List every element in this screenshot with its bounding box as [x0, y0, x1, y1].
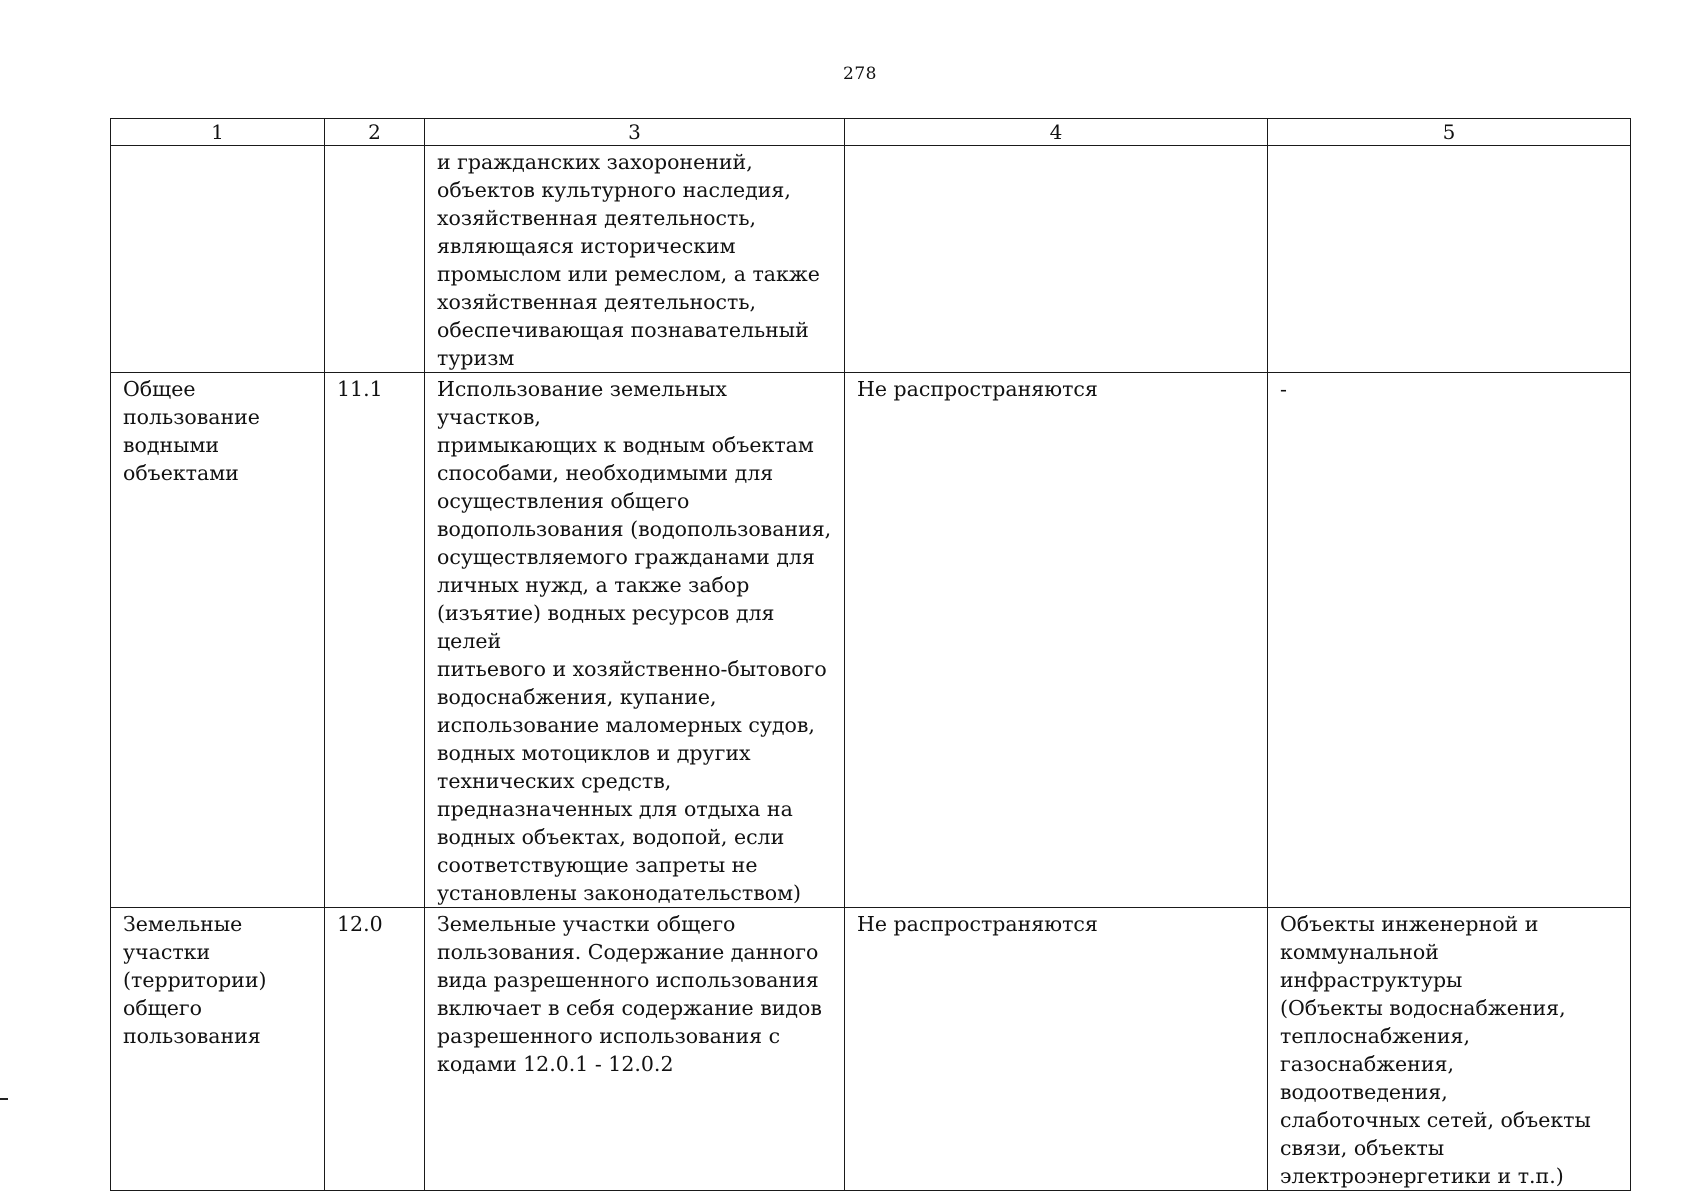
column-4-cell: Не распространяются — [845, 373, 1268, 908]
table-row — [111, 373, 1631, 908]
land-use-description-cell: Земельные участки общего пользования. Содержание данного вида разрешенного использования включает в себя содержание видов разрешенного использования с кодами 12.0.1 - 12.0.2 — [425, 908, 845, 1191]
land-use-code-cell: 12.0 — [325, 908, 425, 1191]
table-header-row — [111, 119, 1631, 146]
land-use-name-cell: Общее пользование водными объектами — [111, 373, 325, 908]
column-4-cell: Не распространяются — [845, 908, 1268, 1191]
land-use-name-cell — [111, 146, 325, 373]
column-5-cell — [1268, 146, 1631, 373]
column-header-3: 3 — [425, 119, 845, 146]
land-use-table — [110, 118, 1631, 1191]
column-header-1: 1 — [111, 119, 325, 146]
land-use-description-cell: Использование земельных участков, примыкающих к водным объектам способами, необходимыми для осуществления общего водопользования (водопользования, осуществляемого гражданами для личных нужд, а также забор (изъятие) водных ресурсов для целей питьевого и хозяйственно-бытового водоснабжения, купание, использование маломерных судов, водных мотоциклов и других технических средств, предназначенных для отдыха на водных объектах, водопой, если соответствующие запреты не установлены законодательством) — [425, 373, 845, 908]
land-use-code-cell — [325, 146, 425, 373]
table-row — [111, 146, 1631, 373]
column-4-cell — [845, 146, 1268, 373]
page-number: 278 — [843, 64, 877, 84]
margin-mark — [0, 1098, 8, 1100]
land-use-code-cell: 11.1 — [325, 373, 425, 908]
land-use-name-cell: Земельные участки (территории) общего пользования — [111, 908, 325, 1191]
column-header-4: 4 — [845, 119, 1268, 146]
column-header-5: 5 — [1268, 119, 1631, 146]
column-5-cell: - — [1268, 373, 1631, 908]
column-5-cell: Объекты инженерной и коммунальной инфраструктуры (Объекты водоснабжения, теплоснабжения, газоснабжения, водоотведения, слаботочных сетей, объекты связи, объекты электроэнергетики и т.п.) — [1268, 908, 1631, 1191]
column-header-2: 2 — [325, 119, 425, 146]
table-row — [111, 908, 1631, 1191]
land-use-description-cell: и гражданских захоронений, объектов культурного наследия, хозяйственная деятельность, являющаяся историческим промыслом или ремеслом, а также хозяйственная деятельность, обеспечивающая познавательный туризм — [425, 146, 845, 373]
